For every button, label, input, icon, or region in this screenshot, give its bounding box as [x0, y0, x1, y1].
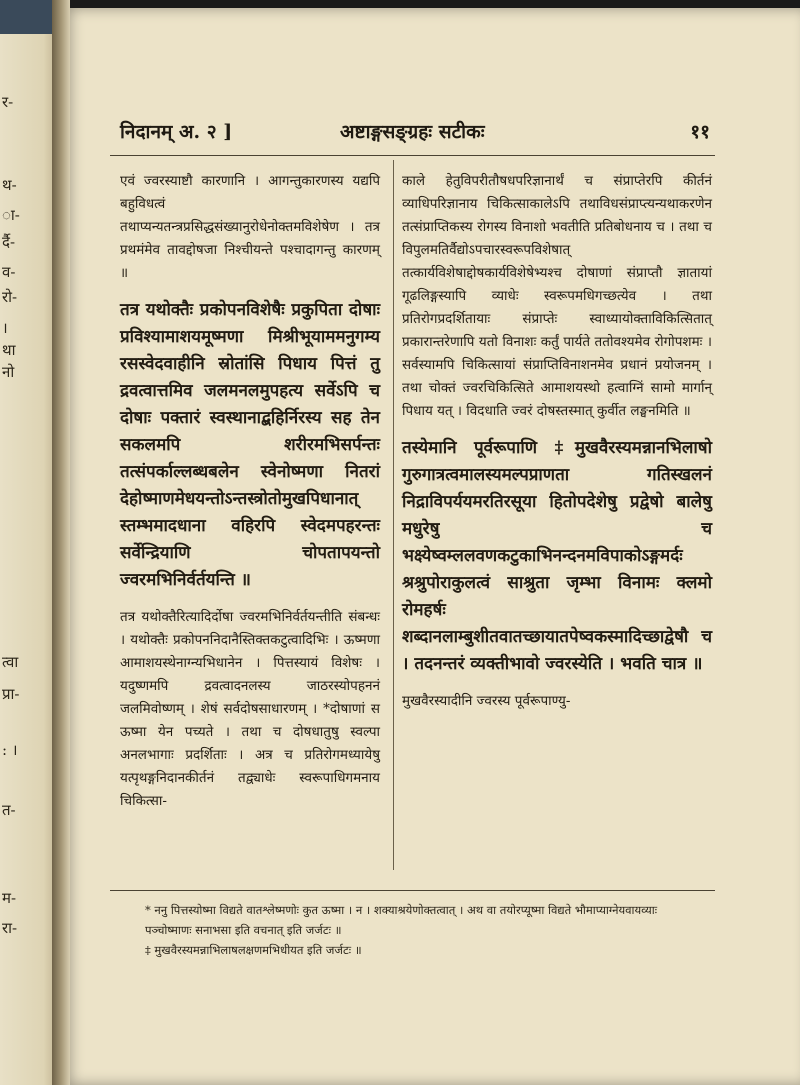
left-page-fragment: त्वा: [2, 653, 19, 671]
left-page-fragment: त-: [2, 801, 16, 819]
footnote-rule: [110, 890, 715, 891]
column-divider: [393, 160, 394, 870]
verse-paragraph: तस्येमानि पूर्वरूपाणि ‡मुखवैरस्यमन्नानभिलाषो गुरुगात्रत्वमालस्यमल्पप्राणता गतिस्खलनं निद्राविपर्ययमरतिरसूया हितोपदेशेषु प्रद्वेषो बालेषु मधुरेषु च भक्ष्येष्वम्ललवणकटुकाभिनन्दनमविपाकोऽङ्गमर्दः श्रश्रुपोराकुलत्वं साश्रुता जृम्भा विनामः क्लमो रोमहर्षः शब्दानलाम्बुशीतवातच्छायातपेष्वकस्मादिच्छाद्वेषौ च । तदनन्तरं व्यक्तीभावो ज्वरस्येति । भवति चात्र ॥: [402, 438, 712, 674]
left-page-fragment: था: [2, 341, 16, 359]
left-page-fragment: रो-: [2, 288, 18, 306]
footnotes: [145, 900, 705, 960]
running-header: [120, 118, 710, 148]
left-page-fragment: ा-: [2, 206, 20, 224]
commentary-paragraph: तत्र यथोक्तैरित्यादिर्दोषा ज्वरमभिनिर्वर्तयन्तीति संबन्धः । यथोक्तैः प्रकोपननिदानैस्तिक्तकटुत्वादिभिः । ऊष्मणा आमाशयस्थेनाग्न्यभिधानेन । पित्तस्यायं विशेषः । यदुष्णमपि द्रवत्वादनलस्य जाठरस्योपहननं जलमिवोष्णम् । शेषं सर्वदोषसाधारणम् । *दोषाणां स ऊष्मा येन पच्यते । तथा च दोषधातुषु स्वल्पा अनलभागाः प्रदर्शिताः । अत्र च प्रतिरोगमध्यायेषु यत्पृथङ्गनिदानकीर्तनं तद्व्याधेः स्वरूपाधिगमनाय चिकित्सा-: [120, 609, 380, 809]
left-page-fragment: ।: [2, 319, 8, 337]
right-text-column: [402, 170, 712, 725]
left-page-fragment: : ।: [2, 741, 18, 759]
commentary-paragraph: मुखवैरस्यादीनि ज्वरस्य पूर्वरूपाण्यु-: [402, 693, 571, 709]
footnote: ‡ मुखवैरस्यमन्नाभिलाषलक्षणमभिधीयत इति जर्जटः ॥: [145, 943, 362, 957]
left-page-fragment: रा-: [2, 919, 18, 937]
left-page-fragment: व-: [2, 263, 16, 281]
commentary-paragraph: काले हेतुविपरीतौषधपरिज्ञानार्थं च संप्राप्तेरपि कीर्तनं व्याधिपरिज्ञानाय चिकित्साकालेऽपि तथाविधसंप्राप्त्यन्यथाकरणेन तत्संप्राप्तिकस्य रोगस्य विनाशो भवतीति प्रतिबोधनाय च । तथा च विपुलमतिर्वैद्योऽपचारस्वरूपविशेषात् तत्कार्यविशेषाद्दोषकार्यविशेषेभ्यश्च दोषाणां संप्राप्तौ ज्ञातायां गूढलिङ्गस्यापि व्याधेः स्वरूपमधिगच्छत्येव । तथा प्रतिरोगप्रदर्शितायाः संप्राप्तेः स्वाध्यायोक्ताविकित्सितात् प्रकारान्तरेणापि यतो विनाशः कर्तुं पार्यते ततोवश्यमेव रोगोपशमः । सर्वस्यामपि चिकित्सायां संप्राप्तिविनाशनमेव प्रधानं प्रयोजनम् । तथा चोक्तं ज्वरचिकित्सिते आमाशयस्थो हत्वाग्निं सामो मार्गान् पिधाय यत् । विदधाति ज्वरं दोषस्तस्मात् कुर्वीत लङ्घनमिति ॥: [402, 173, 712, 419]
left-page-fragment: नो: [2, 363, 15, 381]
chapter-label: निदानम् अ. २ ]: [120, 121, 233, 143]
verse-paragraph: तत्र यथोक्तैः प्रकोपनविशेषैः प्रकुपिता दोषाः प्रविश्यामाशयमूष्मणा मिश्रीभूयाममनुगम्य रसस्वेदवाहीनि स्रोतांसि पिधाय पित्तं तु द्रवत्वात्तमिव जलमनलमुपहत्य सर्वेऽपि च दोषाः पक्तारं स्वस्थानाद्बहिर्निरस्य सह तेन सकलमपि शरीरमभिसर्पन्तः तत्संपर्काल्लब्धबलेन स्वेनोष्मणा नितरां देहोष्माणमेधयन्तोऽन्तस्त्रोतोमुखपिधानात् स्तम्भमादधाना वहिरपि स्वेदमपहरन्तः सर्वेन्द्रियाणि चोपतापयन्तो ज्वरमभिनिर्वर्तयन्ति ॥: [120, 300, 380, 590]
page-number: ११: [690, 121, 710, 143]
left-page-fragment: प्रा-: [2, 685, 20, 703]
book-title: अष्टाङ्गसङ्ग्रहः सटीकः: [340, 121, 485, 143]
left-page-fragment: म-: [2, 889, 17, 907]
commentary-paragraph: एवं ज्वरस्याष्टौ कारणानि । आगन्तुकारणस्य यद्यपि बहुविधत्वं तथाप्यन्यतन्त्रप्रसिद्धसंख्यानुरोधेनोक्तमविशेषेण । तत्र प्रथमंमेव तावद्दोषजा निश्चीयन्ते पश्चादागन्तु कारणम् ॥: [120, 173, 380, 281]
left-text-column: [120, 170, 380, 825]
book-gutter: [52, 0, 70, 1085]
left-page-fragment: र-: [2, 93, 14, 111]
footnote: * ननु पित्तस्योष्मा विद्यते वातश्लेष्मणोः कुत ऊष्मा । न । शक्याश्रयेणोक्तत्वात् । अथ वा तयोरप्यूष्मा विद्यते भौमाप्याग्नेयवायव्याः पञ्चोष्माणः सनाभसा इति वचनात् इति जर्जटः ॥: [145, 903, 658, 937]
header-rule: [110, 155, 715, 156]
left-page-fragment: र्दै-: [2, 233, 16, 251]
left-page-fragment: थ-: [2, 176, 17, 194]
